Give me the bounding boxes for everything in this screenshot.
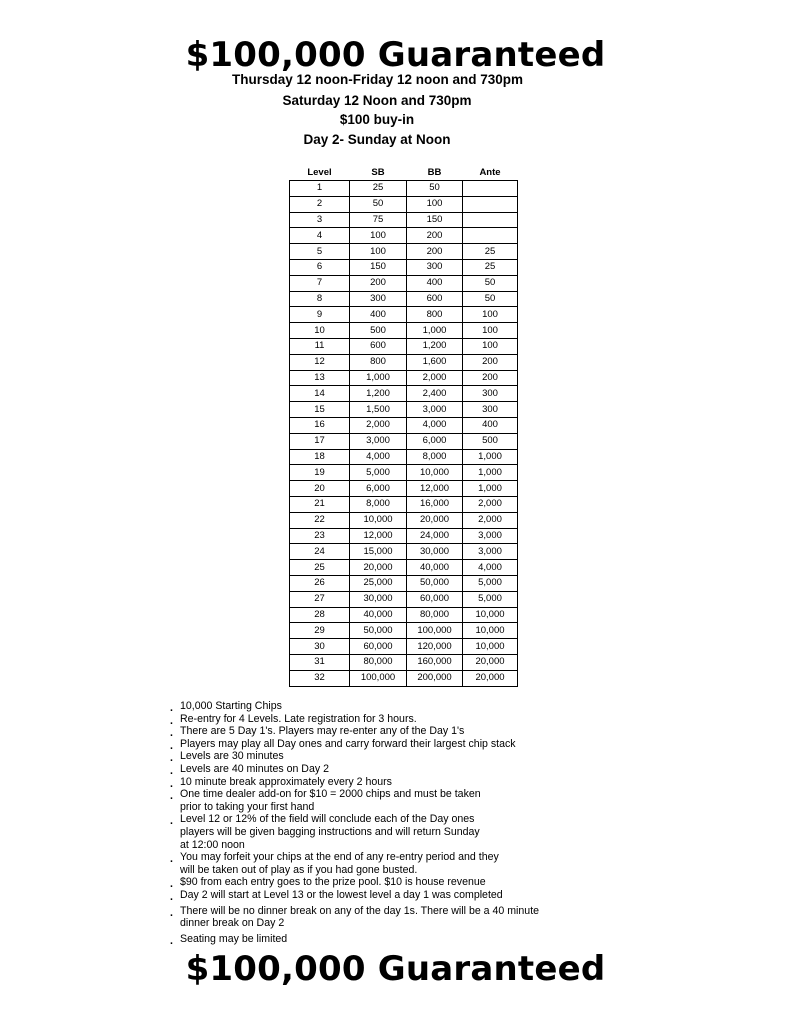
rule-text-line: Players may play all Day ones and carry forward their largest chip stack xyxy=(180,737,516,750)
cell-ante: 2,000 xyxy=(463,512,518,528)
cell-bb: 800 xyxy=(407,307,463,323)
rule-item xyxy=(168,788,608,813)
table-row xyxy=(290,433,518,449)
cell-level: 10 xyxy=(290,323,350,339)
table-row xyxy=(290,386,518,402)
rule-text-line: $90 from each entry goes to the prize pool. $10 is house revenue xyxy=(180,876,486,889)
cell-sb: 5,000 xyxy=(350,465,407,481)
cell-level: 23 xyxy=(290,528,350,544)
rule-text-line: prior to taking your first hand xyxy=(180,800,315,813)
cell-sb: 1,000 xyxy=(350,370,407,386)
rule-text-line: players will be given bagging instructions and will return Sunday xyxy=(180,825,480,838)
table-row xyxy=(290,196,518,212)
cell-level: 1 xyxy=(290,181,350,197)
cell-level: 25 xyxy=(290,560,350,576)
cell-ante: 50 xyxy=(463,275,518,291)
cell-sb: 25,000 xyxy=(350,575,407,591)
cell-sb: 40,000 xyxy=(350,607,407,623)
cell-ante xyxy=(463,181,518,197)
cell-ante: 200 xyxy=(463,354,518,370)
rule-item xyxy=(168,851,608,876)
table-row xyxy=(290,591,518,607)
footer-title: $100,000 Guaranteed xyxy=(185,949,606,989)
table-row xyxy=(290,496,518,512)
rule-text-line: There will be no dinner break on any of the day 1s. There will be a 40 minute xyxy=(180,904,540,917)
rule-text-line: One time dealer add-on for $10 = 2000 chips and must be taken xyxy=(180,788,481,801)
cell-level: 15 xyxy=(290,402,350,418)
cell-level: 28 xyxy=(290,607,350,623)
table-row xyxy=(290,307,518,323)
table-row xyxy=(290,481,518,497)
cell-sb: 1,200 xyxy=(350,386,407,402)
table-row xyxy=(290,354,518,370)
rule-text-line: dinner break on Day 2 xyxy=(180,917,285,930)
bullet-icon: . xyxy=(170,890,173,903)
cell-level: 26 xyxy=(290,575,350,591)
schedule-day2: Day 2- Sunday at Noon xyxy=(303,132,451,147)
cell-sb: 400 xyxy=(350,307,407,323)
cell-bb: 600 xyxy=(407,291,463,307)
table-row xyxy=(290,275,518,291)
cell-bb: 1,000 xyxy=(407,323,463,339)
cell-bb: 12,000 xyxy=(407,481,463,497)
cell-ante: 50 xyxy=(463,291,518,307)
cell-bb: 200 xyxy=(407,244,463,260)
cell-sb: 12,000 xyxy=(350,528,407,544)
cell-level: 12 xyxy=(290,354,350,370)
table-row xyxy=(290,607,518,623)
table-row xyxy=(290,370,518,386)
cell-level: 21 xyxy=(290,496,350,512)
cell-ante: 100 xyxy=(463,338,518,354)
cell-bb: 24,000 xyxy=(407,528,463,544)
cell-level: 6 xyxy=(290,259,350,275)
cell-sb: 25 xyxy=(350,181,407,197)
cell-bb: 6,000 xyxy=(407,433,463,449)
bullet-icon: . xyxy=(170,764,173,777)
table-row xyxy=(290,291,518,307)
cell-ante: 25 xyxy=(463,244,518,260)
cell-ante: 400 xyxy=(463,417,518,433)
cell-ante: 5,000 xyxy=(463,575,518,591)
cell-sb: 2,000 xyxy=(350,417,407,433)
cell-level: 32 xyxy=(290,670,350,686)
cell-ante: 5,000 xyxy=(463,591,518,607)
cell-sb: 60,000 xyxy=(350,639,407,655)
cell-level: 8 xyxy=(290,291,350,307)
cell-level: 20 xyxy=(290,481,350,497)
cell-ante xyxy=(463,196,518,212)
cell-bb: 30,000 xyxy=(407,544,463,560)
cell-level: 11 xyxy=(290,338,350,354)
cell-ante: 10,000 xyxy=(463,607,518,623)
cell-bb: 2,400 xyxy=(407,386,463,402)
cell-level: 3 xyxy=(290,212,350,228)
cell-ante: 1,000 xyxy=(463,465,518,481)
cell-ante: 100 xyxy=(463,307,518,323)
table-row xyxy=(290,654,518,670)
bullet-icon: . xyxy=(170,727,173,740)
table-row xyxy=(290,212,518,228)
table-row xyxy=(290,417,518,433)
page-title: $100,000 Guaranteed xyxy=(185,35,606,75)
table-row xyxy=(290,449,518,465)
cell-bb: 100,000 xyxy=(407,623,463,639)
cell-ante: 1,000 xyxy=(463,449,518,465)
rule-text-line: will be taken out of play as if you had gone busted. xyxy=(180,863,418,876)
cell-bb: 4,000 xyxy=(407,417,463,433)
rule-text-line: Seating may be limited xyxy=(180,932,288,945)
rule-text-line: Levels are 40 minutes on Day 2 xyxy=(180,762,329,775)
rule-item xyxy=(168,813,608,851)
cell-ante: 300 xyxy=(463,402,518,418)
cell-bb: 150 xyxy=(407,212,463,228)
cell-bb: 20,000 xyxy=(407,512,463,528)
cell-ante xyxy=(463,228,518,244)
cell-level: 14 xyxy=(290,386,350,402)
rule-item xyxy=(168,905,608,930)
table-row xyxy=(290,323,518,339)
cell-sb: 15,000 xyxy=(350,544,407,560)
rule-text-line: 10 minute break approximately every 2 hours xyxy=(180,775,392,788)
cell-bb: 1,600 xyxy=(407,354,463,370)
cell-level: 9 xyxy=(290,307,350,323)
cell-level: 19 xyxy=(290,465,350,481)
cell-sb: 3,000 xyxy=(350,433,407,449)
table-row xyxy=(290,560,518,576)
cell-bb: 300 xyxy=(407,259,463,275)
cell-sb: 10,000 xyxy=(350,512,407,528)
bullet-icon: . xyxy=(170,714,173,727)
bullet-icon: . xyxy=(170,790,173,803)
cell-ante: 500 xyxy=(463,433,518,449)
table-row xyxy=(290,544,518,560)
rule-item xyxy=(168,933,608,946)
cell-sb: 500 xyxy=(350,323,407,339)
cell-ante xyxy=(463,212,518,228)
cell-level: 16 xyxy=(290,417,350,433)
rule-text-line: Day 2 will start at Level 13 or the lowest level a day 1 was completed xyxy=(180,888,503,901)
cell-bb: 200,000 xyxy=(407,670,463,686)
cell-sb: 50,000 xyxy=(350,623,407,639)
column-header-bb: BB xyxy=(427,166,442,178)
cell-level: 18 xyxy=(290,449,350,465)
cell-bb: 10,000 xyxy=(407,465,463,481)
cell-sb: 80,000 xyxy=(350,654,407,670)
cell-sb: 150 xyxy=(350,259,407,275)
cell-bb: 80,000 xyxy=(407,607,463,623)
rule-item xyxy=(168,738,608,751)
cell-sb: 30,000 xyxy=(350,591,407,607)
cell-sb: 100 xyxy=(350,244,407,260)
cell-ante: 4,000 xyxy=(463,560,518,576)
tournament-rules-list xyxy=(168,700,608,945)
cell-sb: 6,000 xyxy=(350,481,407,497)
table-row xyxy=(290,528,518,544)
cell-sb: 1,500 xyxy=(350,402,407,418)
rule-text-line: 10,000 Starting Chips xyxy=(180,700,282,712)
cell-ante: 3,000 xyxy=(463,544,518,560)
cell-level: 30 xyxy=(290,639,350,655)
cell-level: 5 xyxy=(290,244,350,260)
bullet-icon: . xyxy=(170,906,173,919)
rule-item xyxy=(168,713,608,726)
rule-item xyxy=(168,700,608,713)
cell-sb: 200 xyxy=(350,275,407,291)
rule-text-line: Levels are 30 minutes xyxy=(180,750,284,763)
cell-bb: 1,200 xyxy=(407,338,463,354)
bullet-icon: . xyxy=(170,702,173,714)
column-header-ante: Ante xyxy=(479,166,501,178)
cell-ante: 20,000 xyxy=(463,654,518,670)
cell-level: 22 xyxy=(290,512,350,528)
rule-text-line: at 12:00 noon xyxy=(180,838,245,851)
cell-bb: 120,000 xyxy=(407,639,463,655)
schedule-saturday: Saturday 12 Noon and 730pm xyxy=(282,93,472,108)
table-row xyxy=(290,465,518,481)
cell-bb: 40,000 xyxy=(407,560,463,576)
cell-level: 31 xyxy=(290,654,350,670)
table-row xyxy=(290,181,518,197)
cell-bb: 2,000 xyxy=(407,370,463,386)
bullet-icon: . xyxy=(170,878,173,891)
table-row xyxy=(290,623,518,639)
cell-sb: 100,000 xyxy=(350,670,407,686)
table-row xyxy=(290,402,518,418)
cell-bb: 160,000 xyxy=(407,654,463,670)
bullet-icon: . xyxy=(170,934,173,947)
cell-bb: 16,000 xyxy=(407,496,463,512)
buy-in: $100 buy-in xyxy=(339,112,415,127)
cell-bb: 60,000 xyxy=(407,591,463,607)
cell-ante: 25 xyxy=(463,259,518,275)
cell-level: 24 xyxy=(290,544,350,560)
table-row xyxy=(290,512,518,528)
cell-ante: 10,000 xyxy=(463,639,518,655)
cell-bb: 100 xyxy=(407,196,463,212)
cell-sb: 800 xyxy=(350,354,407,370)
table-row xyxy=(290,244,518,260)
cell-sb: 600 xyxy=(350,338,407,354)
rule-text-line: Re-entry for 4 Levels. Late registration for 3 hours. xyxy=(180,712,417,725)
bullet-icon: . xyxy=(170,739,173,752)
cell-sb: 100 xyxy=(350,228,407,244)
rule-item xyxy=(168,876,608,889)
rule-item xyxy=(168,889,608,902)
cell-sb: 75 xyxy=(350,212,407,228)
table-row xyxy=(290,228,518,244)
column-header-sb: SB xyxy=(371,166,385,178)
rule-item xyxy=(168,763,608,776)
cell-bb: 200 xyxy=(407,228,463,244)
cell-level: 13 xyxy=(290,370,350,386)
rule-text-line: You may forfeit your chips at the end of any re-entry period and they xyxy=(180,851,499,864)
rule-text-line: There are 5 Day 1's. Players may re-enter any of the Day 1's xyxy=(180,725,465,738)
table-header-row xyxy=(290,164,518,181)
cell-level: 29 xyxy=(290,623,350,639)
cell-level: 7 xyxy=(290,275,350,291)
schedule-day1: Thursday 12 noon-Friday 12 noon and 730pm xyxy=(232,72,524,87)
rule-text-line: Level 12 or 12% of the field will conclude each of the Day ones xyxy=(180,813,475,826)
bullet-icon: . xyxy=(170,815,173,828)
rule-item xyxy=(168,776,608,789)
cell-ante: 3,000 xyxy=(463,528,518,544)
table-row xyxy=(290,338,518,354)
cell-bb: 3,000 xyxy=(407,402,463,418)
cell-ante: 10,000 xyxy=(463,623,518,639)
cell-sb: 4,000 xyxy=(350,449,407,465)
bullet-icon: . xyxy=(170,752,173,765)
cell-ante: 1,000 xyxy=(463,481,518,497)
cell-ante: 200 xyxy=(463,370,518,386)
rule-item xyxy=(168,750,608,763)
cell-ante: 300 xyxy=(463,386,518,402)
table-row xyxy=(290,575,518,591)
table-row xyxy=(290,670,518,686)
cell-level: 27 xyxy=(290,591,350,607)
cell-sb: 300 xyxy=(350,291,407,307)
blind-structure-table xyxy=(289,164,518,687)
bullet-icon: . xyxy=(170,853,173,866)
cell-level: 2 xyxy=(290,196,350,212)
cell-bb: 50,000 xyxy=(407,575,463,591)
cell-sb: 20,000 xyxy=(350,560,407,576)
rule-item xyxy=(168,725,608,738)
cell-bb: 400 xyxy=(407,275,463,291)
cell-sb: 50 xyxy=(350,196,407,212)
cell-bb: 8,000 xyxy=(407,449,463,465)
cell-level: 4 xyxy=(290,228,350,244)
cell-ante: 100 xyxy=(463,323,518,339)
table-row xyxy=(290,259,518,275)
cell-sb: 8,000 xyxy=(350,496,407,512)
cell-bb: 50 xyxy=(407,181,463,197)
table-row xyxy=(290,639,518,655)
column-header-level: Level xyxy=(307,166,332,178)
bullet-icon: . xyxy=(170,777,173,790)
cell-ante: 20,000 xyxy=(463,670,518,686)
cell-level: 17 xyxy=(290,433,350,449)
cell-ante: 2,000 xyxy=(463,496,518,512)
